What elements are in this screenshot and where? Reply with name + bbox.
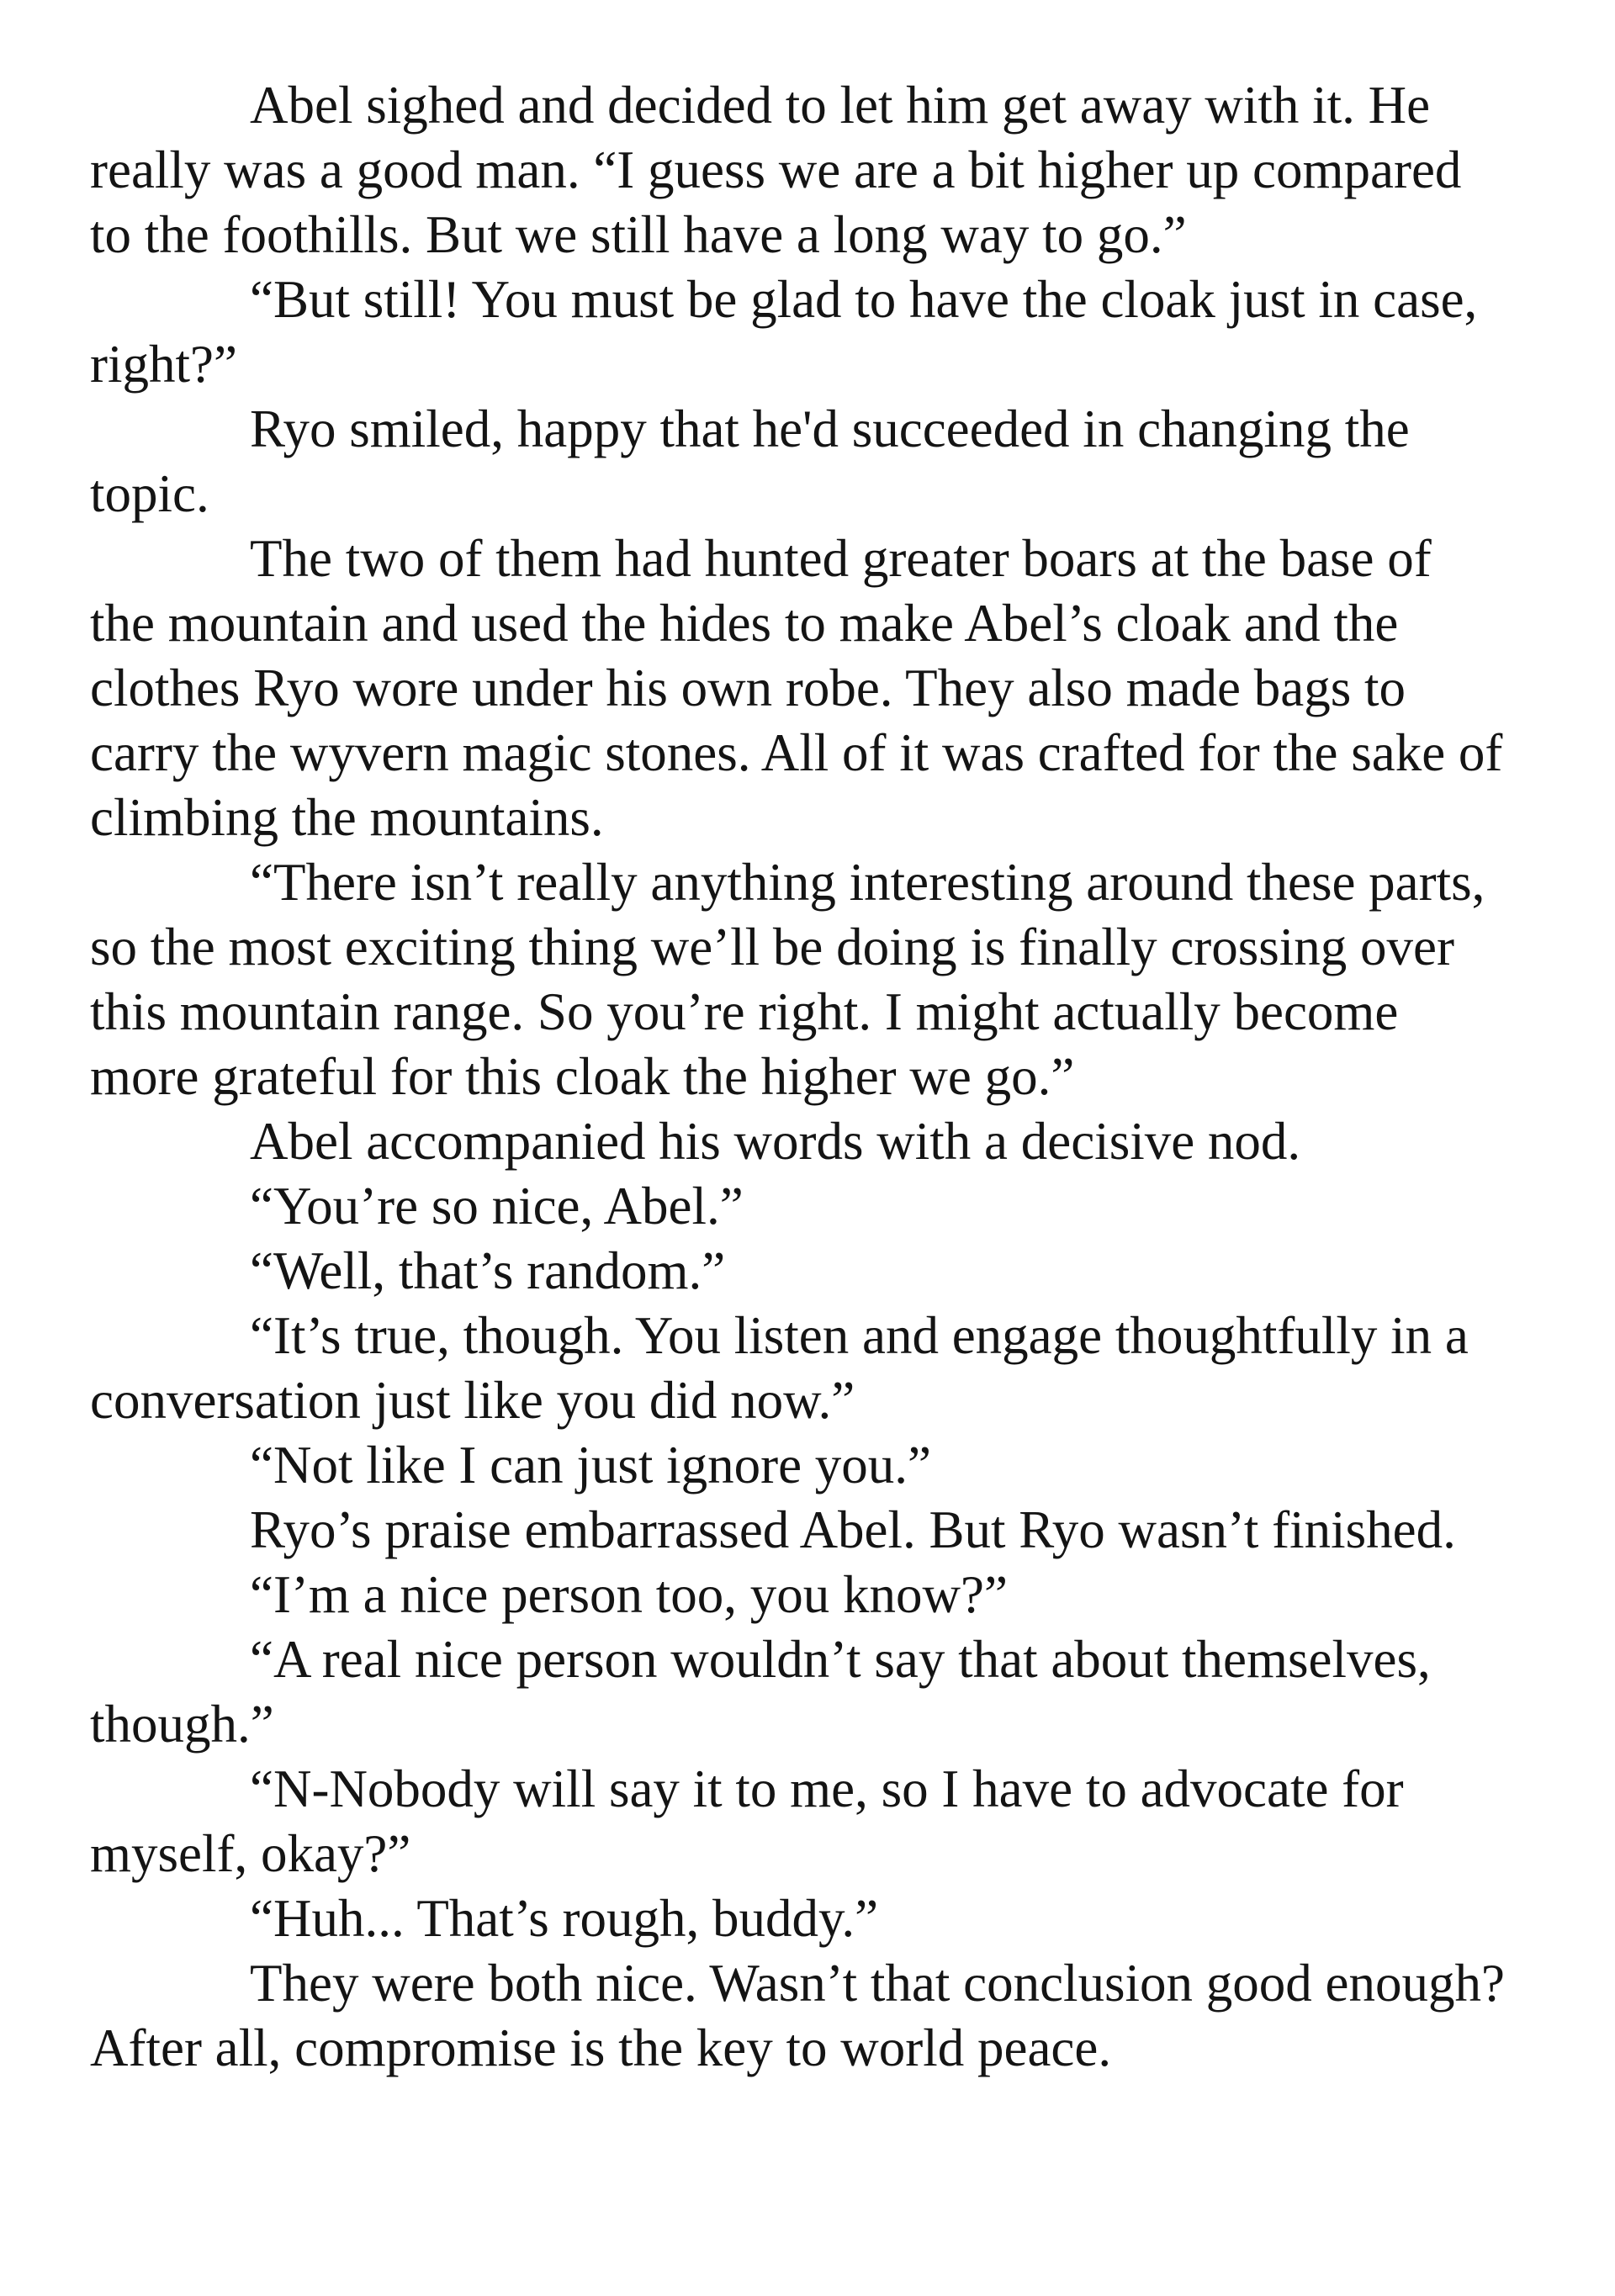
text-line: this mountain range. So you’re right. I might actually become xyxy=(90,982,1399,1041)
text-line: “You’re so nice, Abel.” xyxy=(250,1177,744,1235)
text-line: After all, compromise is the key to world peace. xyxy=(90,2018,1112,2077)
text-line: “But still! You must be glad to have the cloak just in case, xyxy=(250,270,1478,329)
text-line: topic. xyxy=(90,464,209,523)
text-line: “It’s true, though. You listen and engage thoughtfully in a xyxy=(250,1306,1469,1365)
text-line: “Huh... That’s rough, buddy.” xyxy=(250,1889,879,1948)
text-line: clothes Ryo wore under his own robe. They also made bags to xyxy=(90,659,1406,717)
text-line: climbing the mountains. xyxy=(90,788,604,847)
text-line: Abel accompanied his words with a decisive nod. xyxy=(250,1112,1301,1171)
text-line: “Well, that’s random.” xyxy=(250,1241,726,1300)
text-line: the mountain and used the hides to make Abel’s cloak and the xyxy=(90,594,1399,653)
text-line: “There isn’t really anything interesting around these parts, xyxy=(250,853,1485,912)
text-line: “I’m a nice person too, you know?” xyxy=(250,1565,1008,1624)
text-line: “A real nice person wouldn’t say that about themselves, xyxy=(250,1630,1431,1689)
text-line: really was a good man. “I guess we are a bit higher up compared xyxy=(90,140,1462,199)
page-text xyxy=(90,73,1570,2081)
text-line: so the most exciting thing we’ll be doing is finally crossing over xyxy=(90,918,1455,976)
text-line: though.” xyxy=(90,1695,274,1754)
text-line: carry the wyvern magic stones. All of it was crafted for the sake of xyxy=(90,723,1503,782)
text-line: Abel sighed and decided to let him get away with it. He xyxy=(250,76,1431,135)
text-line: more grateful for this cloak the higher we go.” xyxy=(90,1047,1075,1106)
text-line: Ryo smiled, happy that he'd succeeded in changing the xyxy=(250,399,1410,458)
text-line: right?” xyxy=(90,335,237,394)
text-line: They were both nice. Wasn’t that conclusion good enough? xyxy=(250,1954,1505,2013)
text-line: to the foothills. But we still have a long way to go.” xyxy=(90,205,1187,264)
text-line: “N-Nobody will say it to me, so I have to advocate for xyxy=(250,1759,1404,1818)
text-line: “Not like I can just ignore you.” xyxy=(250,1436,932,1495)
text-line: myself, okay?” xyxy=(90,1824,411,1883)
text-line: conversation just like you did now.” xyxy=(90,1371,855,1430)
text-line: Ryo’s praise embarrassed Abel. But Ryo wasn’t finished. xyxy=(250,1500,1456,1559)
text-line: The two of them had hunted greater boars at the base of xyxy=(250,529,1432,588)
